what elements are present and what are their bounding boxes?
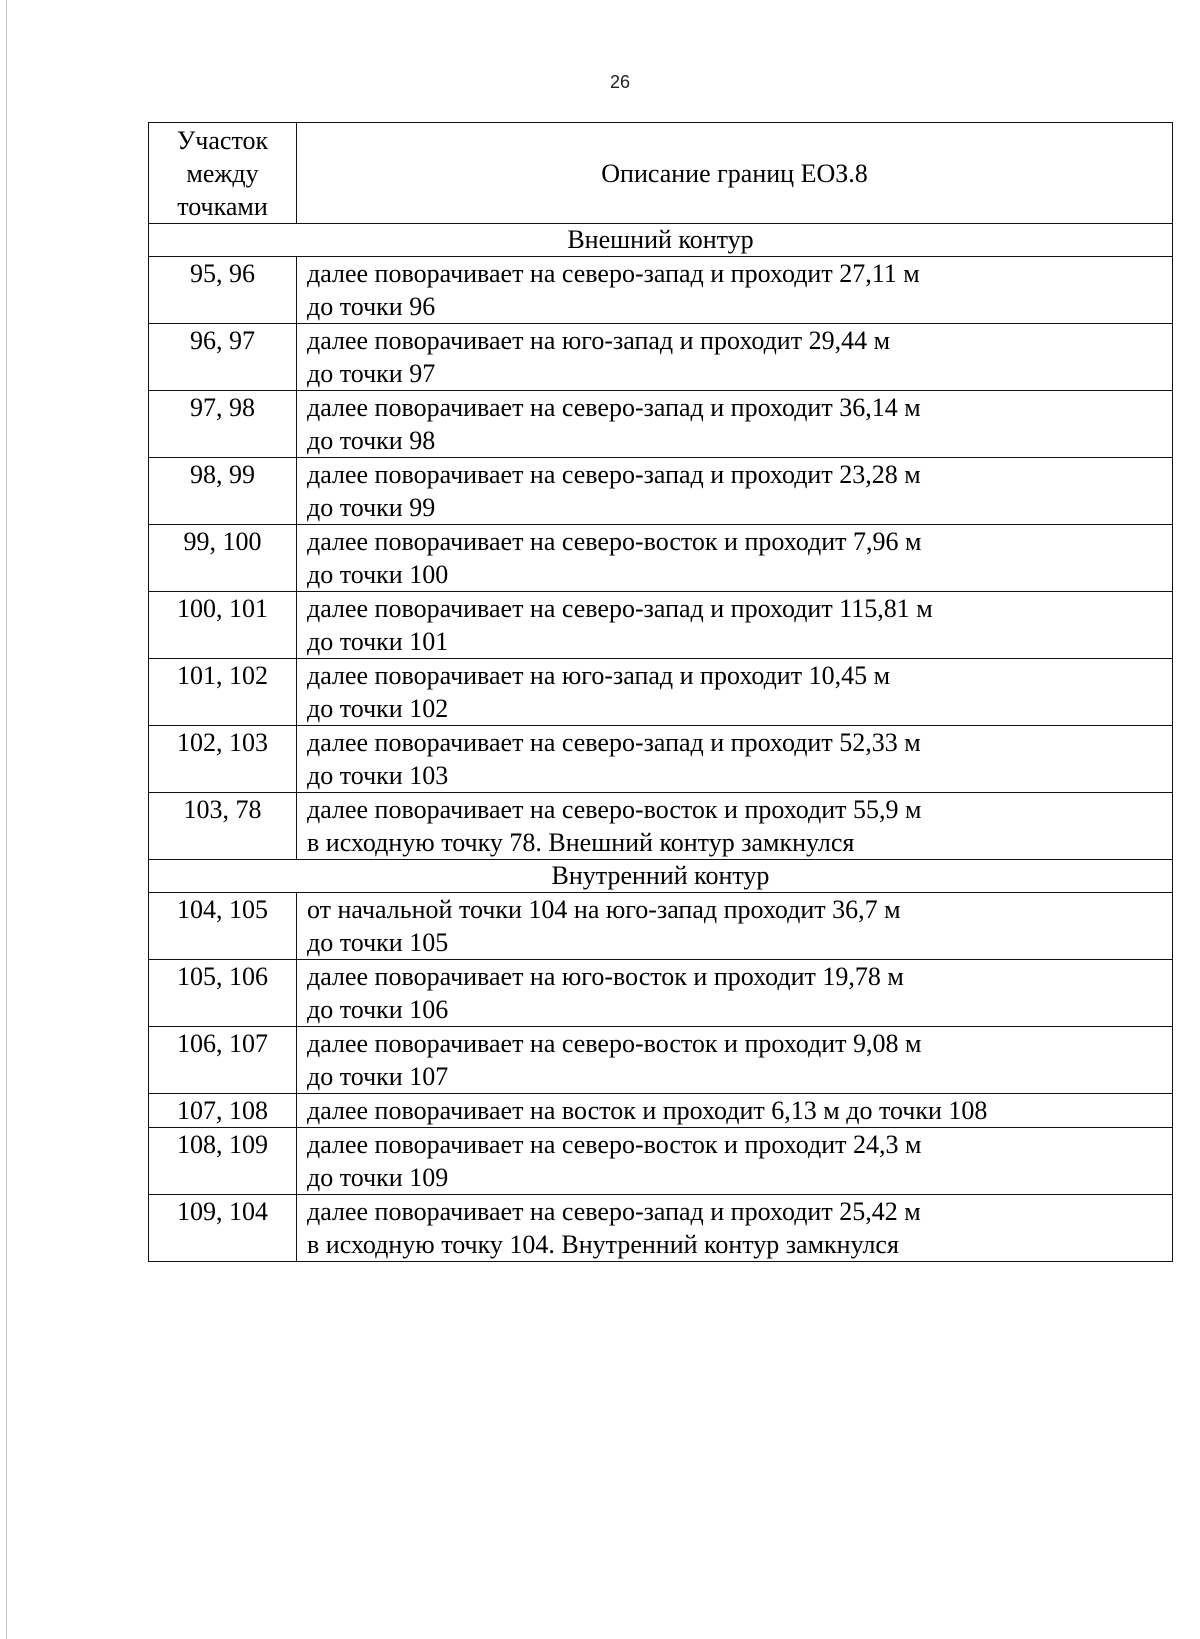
segment-cell: 98, 99 <box>149 458 297 525</box>
table-row <box>149 257 1173 324</box>
segment-cell: 97, 98 <box>149 391 297 458</box>
table-row <box>149 592 1173 659</box>
description-cell <box>297 659 1173 726</box>
table-header-row <box>149 123 1173 224</box>
description-line: далее поворачивает на юго-запад и проходит 29,44 м <box>307 326 891 355</box>
description-cell <box>297 458 1173 525</box>
boundary-description-table <box>148 122 1173 1262</box>
description-line: до точки 102 <box>307 694 449 723</box>
description-line: до точки 109 <box>307 1163 449 1192</box>
table-row <box>149 1027 1173 1094</box>
description-cell <box>297 391 1173 458</box>
description-line: далее поворачивает на северо-запад и проходит 27,11 м <box>307 259 920 288</box>
segment-cell: 103, 78 <box>149 793 297 860</box>
header-segment-line: между <box>186 158 259 188</box>
description-line: далее поворачивает на северо-восток и проходит 24,3 м <box>307 1130 922 1159</box>
segment-cell: 107, 108 <box>149 1094 297 1128</box>
header-description-column: Описание границ ЕОЗ.8 <box>297 123 1173 224</box>
header-segment-line: точками <box>177 191 268 221</box>
section-title: Внешний контур <box>149 224 1173 257</box>
table-body <box>149 224 1173 1262</box>
section-title: Внутренний контур <box>149 860 1173 893</box>
section-row <box>149 224 1173 257</box>
description-line: до точки 100 <box>307 560 449 589</box>
table-row <box>149 525 1173 592</box>
description-line: далее поворачивает на северо-восток и проходит 55,9 м <box>307 795 922 824</box>
segment-cell: 104, 105 <box>149 893 297 960</box>
description-cell <box>297 1094 1173 1128</box>
description-cell <box>297 893 1173 960</box>
description-cell <box>297 592 1173 659</box>
table-row <box>149 1128 1173 1195</box>
description-cell <box>297 525 1173 592</box>
description-line: до точки 107 <box>307 1062 449 1091</box>
segment-cell: 105, 106 <box>149 960 297 1027</box>
segment-cell: 109, 104 <box>149 1195 297 1262</box>
table-row <box>149 960 1173 1027</box>
description-line: в исходную точку 104. Внутренний контур замкнулся <box>307 1230 899 1259</box>
description-cell <box>297 324 1173 391</box>
section-row <box>149 860 1173 893</box>
description-line: далее поворачивает на юго-восток и проходит 19,78 м <box>307 962 904 991</box>
description-cell <box>297 793 1173 860</box>
description-line: до точки 105 <box>307 928 449 957</box>
description-line: далее поворачивает на северо-запад и проходит 23,28 м <box>307 460 921 489</box>
description-line: далее поворачивает на северо-восток и проходит 9,08 м <box>307 1029 922 1058</box>
segment-cell: 95, 96 <box>149 257 297 324</box>
description-cell <box>297 1128 1173 1195</box>
segment-cell: 101, 102 <box>149 659 297 726</box>
description-cell <box>297 960 1173 1027</box>
segment-cell: 99, 100 <box>149 525 297 592</box>
description-line: далее поворачивает на северо-запад и проходит 25,42 м <box>307 1197 921 1226</box>
description-line: до точки 106 <box>307 995 449 1024</box>
description-line: далее поворачивает на юго-запад и проходит 10,45 м <box>307 661 891 690</box>
description-cell <box>297 257 1173 324</box>
page-number: 26 <box>609 72 631 92</box>
header-segment-column <box>149 123 297 224</box>
segment-cell: 102, 103 <box>149 726 297 793</box>
segment-cell: 108, 109 <box>149 1128 297 1195</box>
table-row <box>149 1195 1173 1262</box>
table-row <box>149 659 1173 726</box>
table-row <box>149 458 1173 525</box>
segment-cell: 106, 107 <box>149 1027 297 1094</box>
description-cell <box>297 726 1173 793</box>
description-line: далее поворачивает на северо-запад и проходит 115,81 м <box>307 594 933 623</box>
description-line: до точки 101 <box>307 627 449 656</box>
table-row <box>149 391 1173 458</box>
description-line: до точки 96 <box>307 292 436 321</box>
scan-edge-line <box>6 0 7 1639</box>
description-cell <box>297 1195 1173 1262</box>
description-line: далее поворачивает на восток и проходит 6,13 м до точки 108 <box>307 1096 988 1125</box>
table-row <box>149 793 1173 860</box>
description-line: далее поворачивает на северо-восток и проходит 7,96 м <box>307 527 922 556</box>
description-line: в исходную точку 78. Внешний контур замкнулся <box>307 828 855 857</box>
table-row <box>149 1094 1173 1128</box>
segment-cell: 100, 101 <box>149 592 297 659</box>
segment-cell: 96, 97 <box>149 324 297 391</box>
header-segment-line: Участок <box>176 125 269 155</box>
description-line: до точки 98 <box>307 426 436 455</box>
description-line: от начальной точки 104 на юго-запад проходит 36,7 м <box>307 895 901 924</box>
description-line: до точки 99 <box>307 493 436 522</box>
table-row <box>149 893 1173 960</box>
description-line: далее поворачивает на северо-запад и проходит 52,33 м <box>307 728 921 757</box>
table-row <box>149 324 1173 391</box>
description-line: до точки 97 <box>307 359 436 388</box>
description-line: далее поворачивает на северо-запад и проходит 36,14 м <box>307 393 921 422</box>
table-row <box>149 726 1173 793</box>
description-cell <box>297 1027 1173 1094</box>
description-line: до точки 103 <box>307 761 449 790</box>
